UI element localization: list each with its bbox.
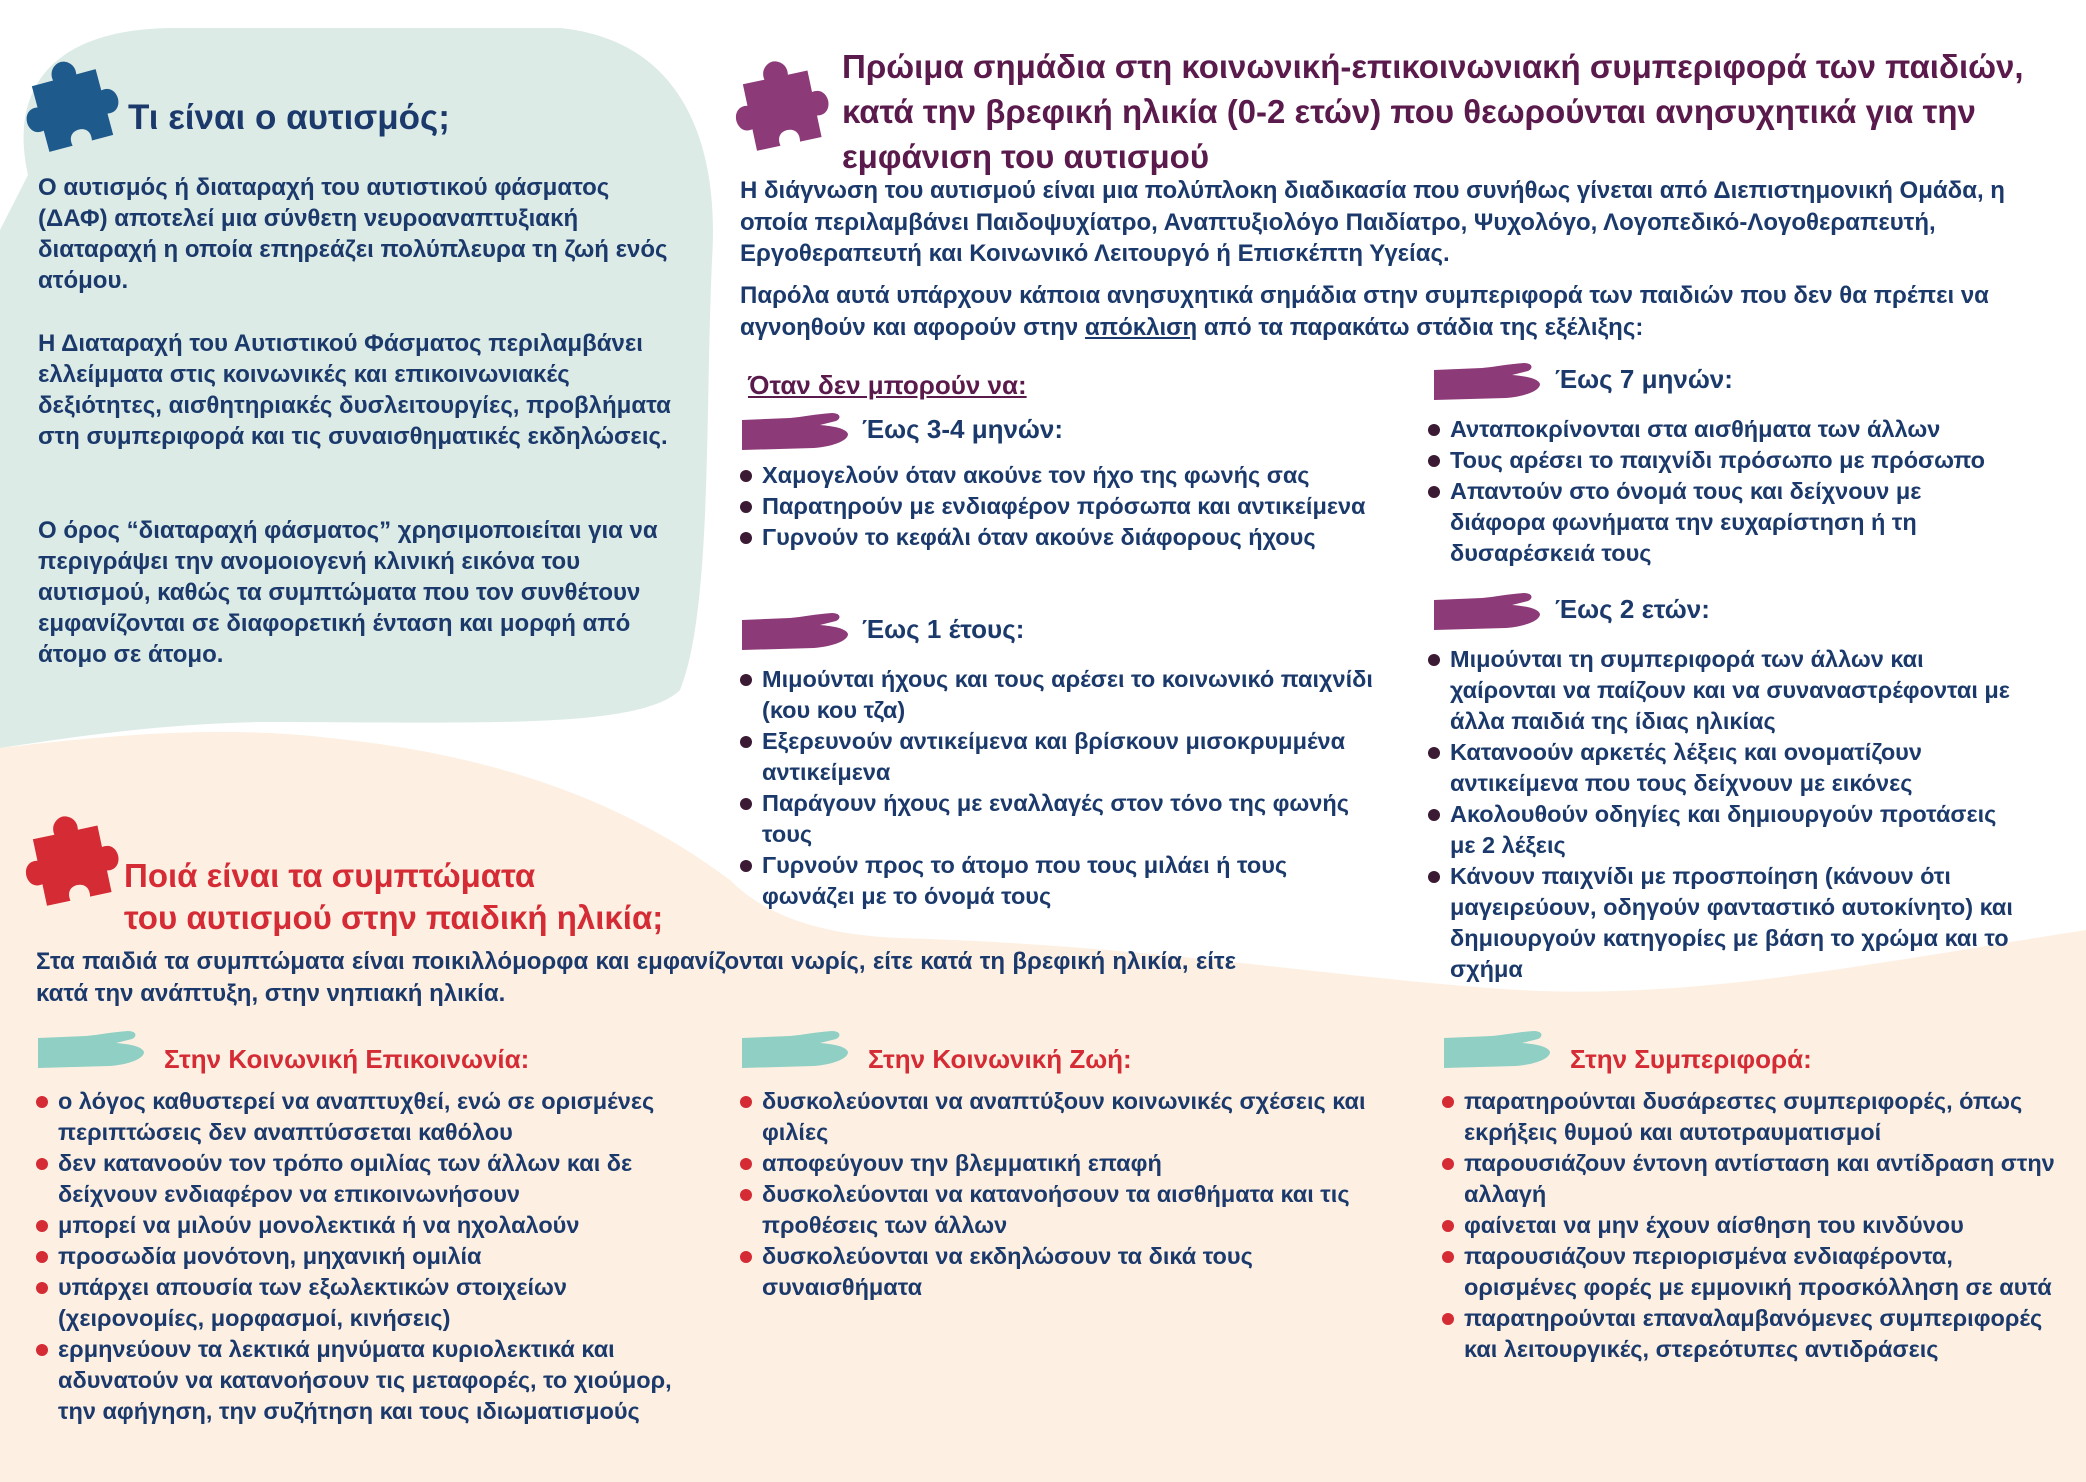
list-item: μπορεί να μιλούν μονολεκτικά ή να ηχολαλούν (36, 1210, 696, 1241)
symptoms-intro: Στα παιδιά τα συμπτώματα είναι ποικιλλόμορφα και εμφανίζονται νωρίς, είτε κατά τη βρεφική ηλικία, είτε κατά την ανάπτυξη, στην νηπιακή ηλικία. (36, 948, 1236, 1007)
list-item: προσωδία μονότονη, μηχανική ομιλία (36, 1241, 696, 1272)
puzzle-piece-icon (730, 55, 830, 155)
symptom-list (36, 1086, 696, 1427)
list-item: Μιμούνται τη συμπεριφορά των άλλων και χαίρονται να παίζουν και να συναναστρέφονται με άλλα παιδιά της ίδιας ηλικίας (1428, 644, 2028, 737)
hand-icon (1432, 590, 1542, 634)
puzzle-piece-icon (20, 55, 120, 155)
age-heading: Έως 3-4 μηνών: (862, 414, 1064, 444)
symptom-list (740, 1086, 1380, 1303)
list-item: Παρατηρούν με ενδιαφέρον πρόσωπα και αντικείμενα (740, 491, 1380, 522)
hand-icon (740, 410, 850, 454)
list-item: παρουσιάζουν έντονη αντίσταση και αντίδραση στην αλλαγή (1442, 1148, 2062, 1210)
milestone-list (1428, 644, 2028, 985)
early-signs-intro: Η διάγνωση του αυτισμού είναι μια πολύπλοκη διαδικασία που συνήθως γίνεται από Διεπιστημονική Ομάδα, η οποία περιλαμβάνει Παιδοψυχίατρο, Αναπτυξιολόγο Παιδίατρο, Ψυχολόγο, Λογοπεδικό-Λογοθεραπευτή, Εργοθεραπευτή και Κοινωνικό Λειτουργό ή Επισκέπτη Υγείας. (740, 177, 2005, 267)
list-item: Ακολουθούν οδηγίες και δημιουργούν προτάσεις με 2 λέξεις (1428, 799, 2028, 861)
milestone-list (740, 460, 1380, 553)
age-heading: Έως 2 ετών: (1555, 594, 1710, 624)
list-item: Τους αρέσει το παιχνίδι πρόσωπο με πρόσωπο (1428, 445, 1988, 476)
age-heading: Έως 1 έτους: (862, 614, 1025, 644)
age-heading: Έως 7 μηνών: (1555, 364, 1733, 394)
intro-text: Παρόλα αυτά υπάρχουν κάποια ανησυχητικά σημάδια στην συμπεριφορά των παιδιών που δεν θα πρέπει να αγνοηθούν και αφορούν στην (740, 282, 1989, 341)
symptom-list (1442, 1086, 2062, 1365)
list-item: δυσκολεύονται να αναπτύξουν κοινωνικές σχέσεις και φιλίες (740, 1086, 1380, 1148)
list-item: φαίνεται να μην έχουν αίσθηση του κινδύνου (1442, 1210, 2062, 1241)
hand-icon (36, 1028, 146, 1072)
list-item: Κατανοούν αρκετές λέξεις και ονοματίζουν αντικείμενα που τους δείχνουν με εικόνες (1428, 737, 2028, 799)
list-item: Ανταποκρίνονται στα αισθήματα των άλλων (1428, 414, 1988, 445)
list-item: ο λόγος καθυστερεί να αναπτυχθεί, ενώ σε ορισμένες περιπτώσεις δεν αναπτύσσεται καθόλου (36, 1086, 696, 1148)
hand-icon (1442, 1028, 1552, 1072)
list-item: δυσκολεύονται να εκδηλώσουν τα δικά τους συναισθήματα (740, 1241, 1380, 1303)
milestone-list (740, 664, 1380, 912)
list-item: Εξερευνούν αντικείμενα και βρίσκουν μισοκρυμμένα αντικείμενα (740, 726, 1380, 788)
list-item: Μιμούνται ήχους και τους αρέσει το κοινωνικό παιχνίδι (κου κου τζα) (740, 664, 1380, 726)
list-item: Χαμογελούν όταν ακούνε τον ήχο της φωνής σας (740, 460, 1380, 491)
autism-paragraph: Ο όρος “διαταραχή φάσματος” χρησιμοποιείται για να περιγράψει την ανομοιογενή κλινική εικόνα του αυτισμού, καθώς τα συμπτώματα που τον συνθέτουν εμφανίζονται σε διαφορετική ένταση και μορφή από άτομο σε άτομο. (38, 517, 658, 668)
autism-title: Τι είναι ο αυτισμός; (128, 98, 450, 137)
when-cannot-label: Όταν δεν μπορούν να: (748, 370, 1027, 400)
symptom-category-title: Στην Κοινωνική Ζωή: (868, 1044, 1132, 1074)
hand-icon (740, 610, 850, 654)
list-item: παρουσιάζουν περιορισμένα ενδιαφέροντα, ορισμένες φορές με εμμονική προσκόλληση σε αυτά (1442, 1241, 2062, 1303)
list-item: δυσκολεύονται να κατανοήσουν τα αισθήματα και τις προθέσεις των άλλων (740, 1179, 1380, 1241)
hand-icon (740, 1028, 850, 1072)
list-item: παρατηρούνται επαναλαμβανόμενες συμπεριφορές και λειτουργικές, στερεότυπες αντιδράσεις (1442, 1303, 2062, 1365)
list-item: Γυρνούν το κεφάλι όταν ακούνε διάφορους ήχους (740, 522, 1380, 553)
list-item: δεν κατανοούν τον τρόπο ομιλίας των άλλων και δε δείχνουν ενδιαφέρον να επικοινωνήσουν (36, 1148, 696, 1210)
symptoms-title-line: του αυτισμού στην παιδική ηλικία; (124, 899, 664, 936)
puzzle-piece-icon (20, 810, 120, 910)
deviation-underlined-word: απόκλιση (1084, 313, 1198, 341)
list-item: Παράγουν ήχους με εναλλαγές στον τόνο της φωνής τους (740, 788, 1380, 850)
symptoms-title (124, 855, 663, 939)
list-item: παρατηρούνται δυσάρεστες συμπεριφορές, όπως εκρήξεις θυμού και αυτοτραυματισμοί (1442, 1086, 2062, 1148)
symptoms-title-line: Ποιά είναι τα συμπτώματα (124, 857, 536, 894)
symptom-category-title: Στην Κοινωνική Επικοινωνία: (164, 1044, 530, 1074)
early-signs-title: Πρώιμα σημάδια στη κοινωνική-επικοινωνιακή συμπεριφορά των παιδιών, κατά την βρεφική ηλικία (0-2 ετών) που θεωρούνται ανησυχητικά για την εμφάνιση του αυτισμού (842, 48, 2024, 175)
list-item: ερμηνεύουν τα λεκτικά μηνύματα κυριολεκτικά και αδυνατούν να κατανοήσουν τις μεταφορές, το χιούμορ, την αφήγηση, την συζήτηση και τους ιδιωματισμούς (36, 1334, 696, 1427)
symptom-category-title: Στην Συμπεριφορά: (1570, 1044, 1812, 1074)
hand-icon (1432, 360, 1542, 404)
autism-paragraph: Η Διαταραχή του Αυτιστικού Φάσματος περιλαμβάνει ελλείμματα στις κοινωνικές και επικοινωνιακές δεξιότητες, αισθητηριακές δυσλειτουργίες, προβλήματα στη συμπεριφορά και τις συναισθηματικές εκδηλώσεις. (38, 330, 671, 450)
list-item: Κάνουν παιχνίδι με προσποίηση (κάνουν ότι μαγειρεύουν, οδηγούν φανταστικό αυτοκίνητο) και δημιουργούν κατηγορίες με βάση το χρώμα και το σχήμα (1428, 861, 2028, 985)
autism-paragraph: Ο αυτισμός ή διαταραχή του αυτιστικού φάσματος (ΔΑΦ) αποτελεί μια σύνθετη νευροαναπτυξιακή διαταραχή η οποία επηρεάζει πολύπλευρα τη ζωή ενός ατόμου. (38, 174, 668, 294)
list-item: αποφεύγουν την βλεμματική επαφή (740, 1148, 1380, 1179)
list-item: Απαντούν στο όνομά τους και δείχνουν με διάφορα φωνήματα την ευχαρίστηση ή τη δυσαρέσκειά τους (1428, 476, 1988, 569)
milestone-list (1428, 414, 1988, 569)
intro-text: από τα παρακάτω στάδια της εξέλιξης: (1197, 313, 1644, 341)
list-item: Γυρνούν προς το άτομο που τους μιλάει ή τους φωνάζει με το όνομά τους (740, 850, 1380, 912)
early-signs-intro (740, 280, 2050, 343)
list-item: υπάρχει απουσία των εξωλεκτικών στοιχείων (χειρονομίες, μορφασμοί, κινήσεις) (36, 1272, 696, 1334)
